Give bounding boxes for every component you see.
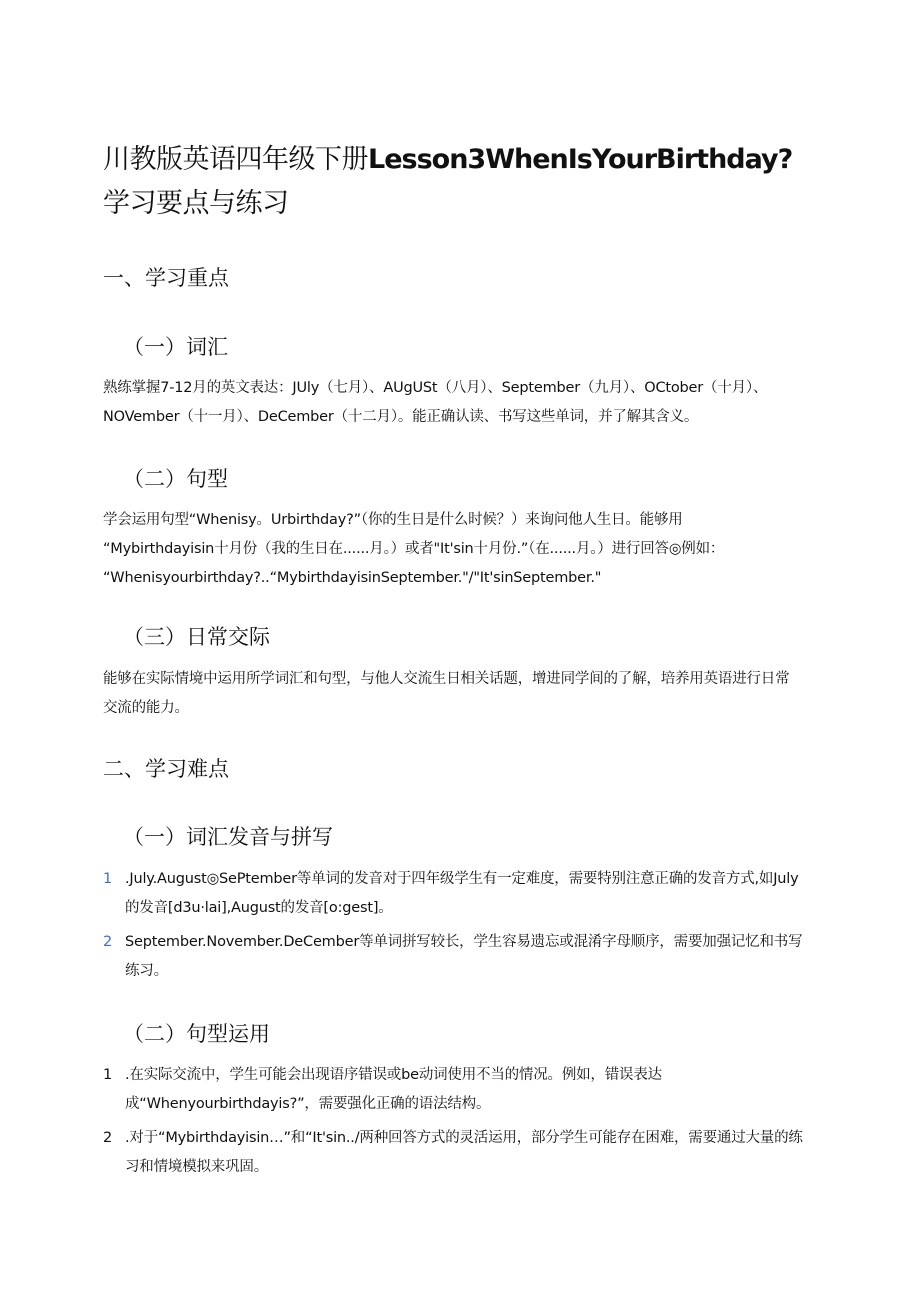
list-item	[103, 1061, 808, 1119]
title-prefix: 川教版英语四年级下册	[103, 144, 368, 175]
list-item-text: .July.August◎SePtember等单词的发音对于四年级学生有一定难度，需要特别注意正确的发音方式,如July的发音[d3u·lai],August的发音[o:gest]。	[125, 871, 799, 916]
list-item-text: .在实际交流中，学生可能会出现语序错误或be动词使用不当的情况。例如，错误表达成“Whenyourbirthdayis?”，需要强化正确的语法结构。	[125, 1067, 662, 1112]
section-1-sub-1-heading: （一）词汇	[123, 335, 228, 359]
list-item	[103, 865, 808, 923]
section-2-sub-1-heading: （一）词汇发音与拼写	[123, 825, 333, 849]
list-item	[103, 928, 808, 986]
list-item	[103, 1124, 808, 1182]
section-1-heading: 一、学习重点	[103, 266, 229, 290]
sentence-pattern-line-3: “Whenisyourbirthday?..“MybirthdayisinSeptember."/"It'sinSeptember."	[103, 570, 602, 586]
list-item-text: .对于“Mybirthdayisin…”和“It'sin../两种回答方式的灵活运用，部分学生可能存在困难，需要通过大量的练习和情境模拟来巩固。	[125, 1130, 803, 1175]
document-title	[103, 138, 803, 226]
vocabulary-paragraph: 熟练掌握7-12月的英文表达：JUly（七月）、AUgUSt（八月）、September（九月）、OCtober（十月）、NOVember（十一月）、DeCember（十二月）。能正确认读、书写这些单词，并了解其含义。	[103, 380, 768, 425]
sentence-pattern-line-1: 学会运用句型“Whenisy。Urbirthday?”（你的生日是什么时候？）来询问他人生日。能够用	[103, 512, 683, 528]
section-2-heading: 二、学习难点	[103, 757, 229, 781]
section-1-sub-2-heading: （二）句型	[123, 467, 228, 491]
list-item-number: 1	[103, 1067, 113, 1083]
title-suffix: 学习要点与练习	[103, 188, 289, 219]
list-item-text: September.November.DeCember等单词拼写较长，学生容易遗忘或混淆字母顺序，需要加强记忆和书写练习。	[125, 934, 803, 979]
list-item-number: 2	[103, 1130, 113, 1146]
list-item-number: 2	[103, 934, 113, 950]
title-english: Lesson3WhenIsYourBirthday?	[368, 144, 793, 175]
section-1-sub-3-heading: （三）日常交际	[123, 625, 270, 649]
communication-paragraph: 能够在实际情境中运用所学词汇和句型，与他人交流生日相关话题，增进同学间的了解，培养用英语进行日常交流的能力。	[103, 671, 790, 716]
sentence-pattern-paragraph	[103, 506, 823, 593]
list-item-number: 1	[103, 871, 113, 887]
sentence-pattern-line-2: “Mybirthdayisin十月份（我的生日在......月。）或者"It'sin十月份.”（在......月。）进行回答◎例如：	[103, 541, 725, 557]
section-2-sub-2-heading: （二）句型运用	[123, 1022, 270, 1046]
